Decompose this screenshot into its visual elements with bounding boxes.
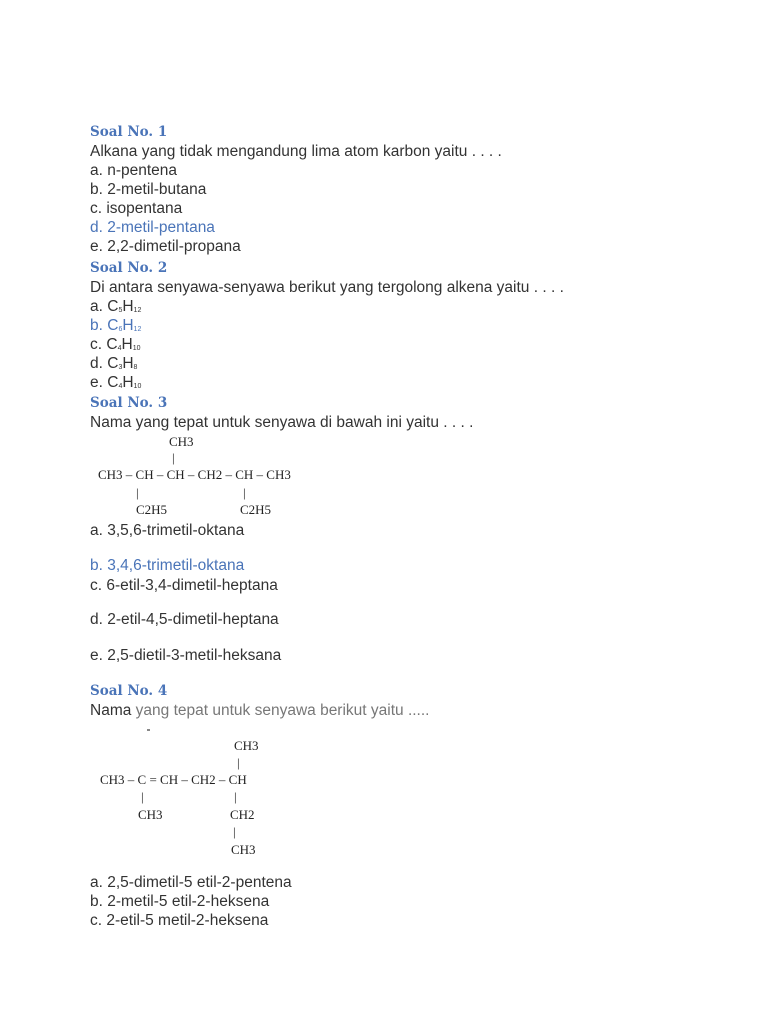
- q3-option-e: e. 2,5-dietil-3-metil-heksana: [90, 647, 282, 664]
- q3-heading: Soal No. 3: [90, 395, 168, 411]
- stray-mark: [147, 729, 150, 731]
- q3-question: Nama yang tepat untuk senyawa di bawah ini yaitu . . . .: [90, 414, 474, 431]
- q2-heading: Soal No. 2: [90, 260, 168, 276]
- q3-option-a: a. 3,5,6-trimetil-oktana: [90, 522, 245, 539]
- q3-structure-bond-right: |: [243, 485, 246, 500]
- q4-structure-methylene: CH2: [230, 807, 255, 822]
- q1-option-d-answer: d. 2-metil-pentana: [90, 219, 215, 236]
- q1-heading: Soal No. 1: [90, 124, 168, 140]
- q1-option-b: b. 2-metil-butana: [90, 181, 207, 198]
- q4-heading: Soal No. 4: [90, 683, 168, 699]
- q4-structure-bond-right: |: [234, 789, 237, 804]
- q2-question: Di antara senyawa-senyawa berikut yang tergolong alkena yaitu . . . .: [90, 279, 564, 296]
- q4-structure-bond-top: |: [237, 755, 240, 770]
- q4-structure-methyl-left: CH3: [138, 807, 163, 822]
- q4-option-b: b. 2-metil-5 etil-2-heksena: [90, 893, 270, 910]
- q4-structure-methyl-bottom: CH3: [231, 842, 256, 857]
- q1-question: Alkana yang tidak mengandung lima atom karbon yaitu . . . .: [90, 143, 502, 160]
- q1-option-a: a. n-pentena: [90, 162, 178, 179]
- q3-option-c: c. 6-etil-3,4-dimetil-heptana: [90, 577, 278, 594]
- q3-structure-ethyl-right: C2H5: [240, 502, 272, 517]
- q3-structure-bond-top: |: [172, 450, 175, 465]
- q4-option-a: a. 2,5-dimetil-5 etil-2-pentena: [90, 874, 292, 891]
- q1-option-e: e. 2,2-dimetil-propana: [90, 238, 241, 255]
- q3-structure-top-methyl: CH3: [169, 434, 194, 449]
- q4-structure-bond-left: |: [141, 789, 144, 804]
- q2-option-e: e. C4H10: [90, 374, 142, 391]
- q4-structure-main-chain: CH3 – C = CH – CH2 – CH: [100, 772, 247, 787]
- q2-option-a: a. C5H12: [90, 298, 142, 315]
- q4-question: Nama yang tepat untuk senyawa berikut yaitu .....: [90, 702, 430, 719]
- q4-structure-top-methyl: CH3: [234, 738, 259, 753]
- q3-option-d: d. 2-etil-4,5-dimetil-heptana: [90, 611, 279, 628]
- q4-structure-bond-lower: |: [233, 824, 236, 839]
- q3-structure-bond-left: |: [136, 485, 139, 500]
- q1-option-c: c. isopentana: [90, 200, 183, 217]
- q4-option-c: c. 2-etil-5 metil-2-heksena: [90, 912, 269, 929]
- q3-structure-main-chain: CH3 – CH – CH – CH2 – CH – CH3: [98, 467, 291, 482]
- q2-option-c: c. C4H10: [90, 336, 141, 353]
- q3-structure-ethyl-left: C2H5: [136, 502, 168, 517]
- q3-option-b-answer: b. 3,4,6-trimetil-oktana: [90, 557, 245, 574]
- q2-option-d: d. C3H8: [90, 355, 138, 372]
- q2-option-b-answer: b. C6H12: [90, 317, 142, 334]
